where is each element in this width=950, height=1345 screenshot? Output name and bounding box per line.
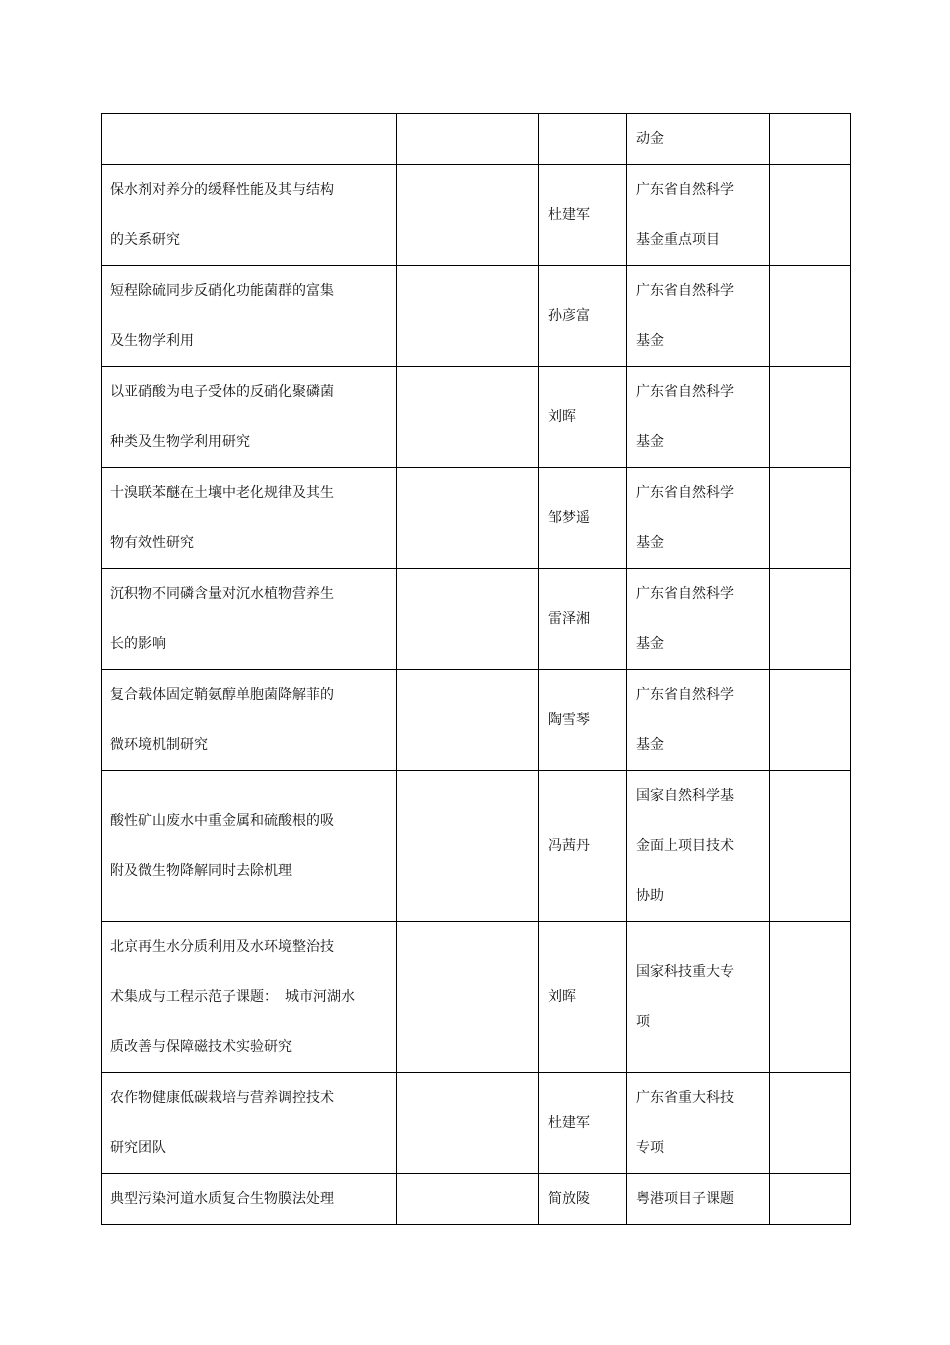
project-leader-cell: 刘晖	[539, 367, 627, 468]
project-source-cell: 广东省自然科学 基金	[627, 266, 770, 367]
table-row	[102, 165, 851, 266]
project-source-cell: 广东省自然科学 基金	[627, 569, 770, 670]
project-title-cell: 北京再生水分质利用及水环境整治技 术集成与工程示范子课题： 城市河湖水 质改善与保障磁技术实验研究	[102, 922, 397, 1073]
project-source-cell: 国家科技重大专 项	[627, 922, 770, 1073]
project-title-cell: 沉积物不同磷含量对沉水植物营养生 长的影响	[102, 569, 397, 670]
blank-cell	[397, 266, 539, 367]
blank-cell	[397, 165, 539, 266]
remarks-cell	[770, 468, 851, 569]
remarks-cell	[770, 670, 851, 771]
remarks-cell	[770, 165, 851, 266]
project-leader-cell: 陶雪琴	[539, 670, 627, 771]
blank-cell	[397, 670, 539, 771]
table-row	[102, 670, 851, 771]
project-leader-cell: 刘晖	[539, 922, 627, 1073]
project-leader-cell: 邹梦遥	[539, 468, 627, 569]
table-row	[102, 1073, 851, 1174]
project-source-cell: 广东省自然科学 基金	[627, 670, 770, 771]
project-leader-cell: 孙彦富	[539, 266, 627, 367]
table-row	[102, 367, 851, 468]
remarks-cell	[770, 569, 851, 670]
project-leader-cell: 雷泽湘	[539, 569, 627, 670]
blank-cell	[397, 1174, 539, 1225]
project-leader-cell: 冯茜丹	[539, 771, 627, 922]
project-title-cell: 以亚硝酸为电子受体的反硝化聚磷菌 种类及生物学利用研究	[102, 367, 397, 468]
remarks-cell	[770, 266, 851, 367]
blank-cell	[397, 569, 539, 670]
project-source-cell: 广东省重大科技 专项	[627, 1073, 770, 1174]
project-title-cell: 保水剂对养分的缓释性能及其与结构 的关系研究	[102, 165, 397, 266]
project-leader-cell: 简放陵	[539, 1174, 627, 1225]
project-table	[101, 113, 851, 1225]
project-title-cell: 十溴联苯醚在土壤中老化规律及其生 物有效性研究	[102, 468, 397, 569]
remarks-cell	[770, 771, 851, 922]
remarks-cell	[770, 367, 851, 468]
project-leader-cell	[539, 114, 627, 165]
remarks-cell	[770, 1073, 851, 1174]
project-title-cell: 农作物健康低碳栽培与营养调控技术 研究团队	[102, 1073, 397, 1174]
project-source-cell: 广东省自然科学 基金	[627, 367, 770, 468]
project-source-cell: 广东省自然科学 基金重点项目	[627, 165, 770, 266]
project-source-cell: 粤港项目子课题	[627, 1174, 770, 1225]
project-source-cell: 国家自然科学基 金面上项目技术 协助	[627, 771, 770, 922]
table-row	[102, 771, 851, 922]
remarks-cell	[770, 922, 851, 1073]
project-title-cell: 短程除硫同步反硝化功能菌群的富集 及生物学利用	[102, 266, 397, 367]
blank-cell	[397, 922, 539, 1073]
project-leader-cell: 杜建军	[539, 165, 627, 266]
project-leader-cell: 杜建军	[539, 1073, 627, 1174]
remarks-cell	[770, 114, 851, 165]
blank-cell	[397, 367, 539, 468]
table-row	[102, 468, 851, 569]
project-source-cell: 广东省自然科学 基金	[627, 468, 770, 569]
project-title-cell	[102, 114, 397, 165]
table-row	[102, 114, 851, 165]
table-row	[102, 922, 851, 1073]
table-row	[102, 266, 851, 367]
project-source-cell: 动金	[627, 114, 770, 165]
blank-cell	[397, 1073, 539, 1174]
table-row	[102, 1174, 851, 1225]
blank-cell	[397, 114, 539, 165]
blank-cell	[397, 468, 539, 569]
project-title-cell: 酸性矿山废水中重金属和硫酸根的吸 附及微生物降解同时去除机理	[102, 771, 397, 922]
project-title-cell: 复合载体固定鞘氨醇单胞菌降解菲的 微环境机制研究	[102, 670, 397, 771]
remarks-cell	[770, 1174, 851, 1225]
blank-cell	[397, 771, 539, 922]
project-table-body	[102, 114, 851, 1225]
project-title-cell: 典型污染河道水质复合生物膜法处理	[102, 1174, 397, 1225]
table-row	[102, 569, 851, 670]
